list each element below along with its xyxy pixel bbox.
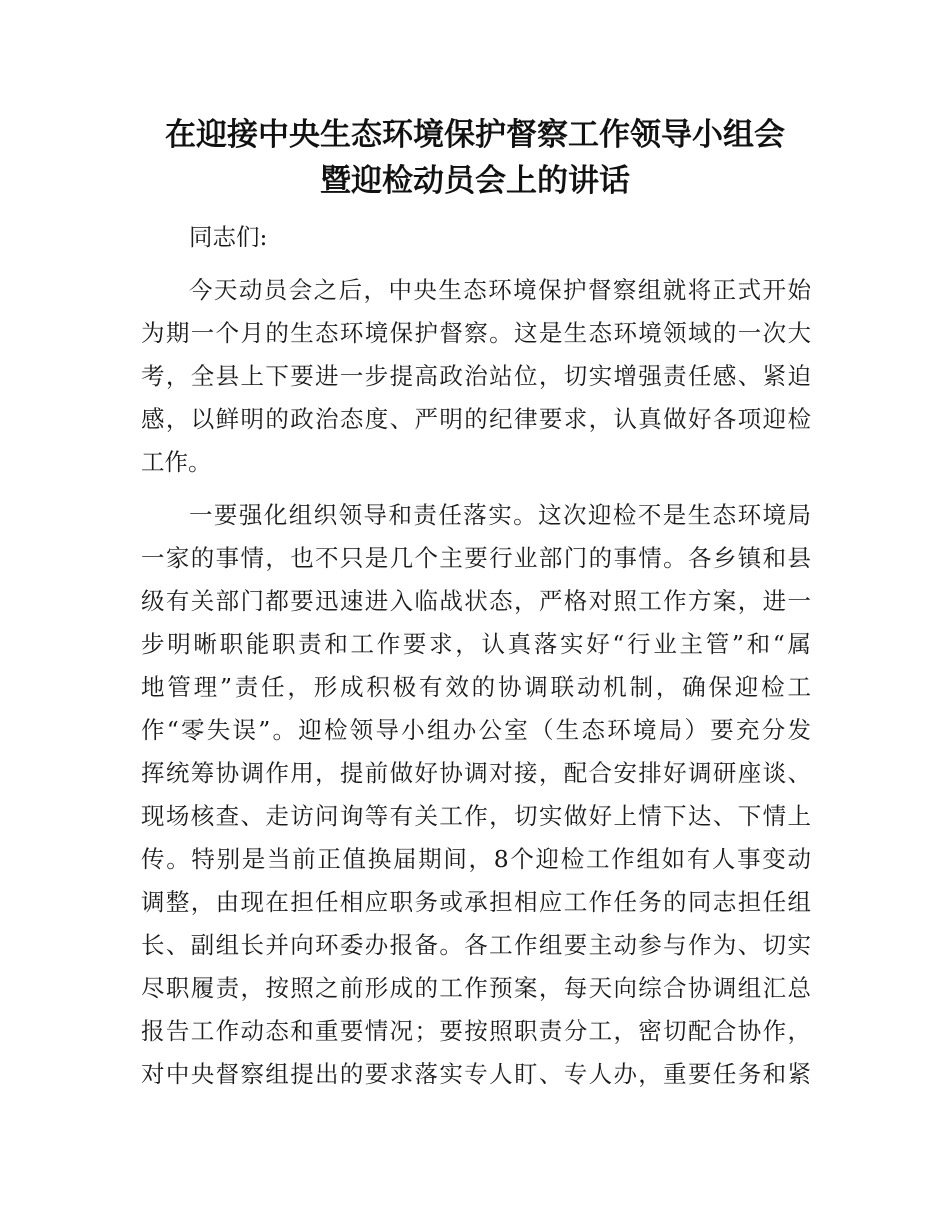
text-line: 为期一个月的生态环境保护督察。这是生态环境领域的一次大: [141, 319, 811, 347]
text-line: 现场核查、走访问询等有关工作，切实做好上情下达、下情上: [141, 802, 811, 830]
text-line: 今天动员会之后，中央生态环境保护督察组就将正式开始: [189, 276, 811, 304]
document-body: [141, 216, 811, 1096]
text-line: 一要强化组织领导和责任落实。这次迎检不是生态环境局: [189, 501, 811, 529]
text-line: 工作。: [141, 448, 212, 476]
title-line-2: 暨迎检动员会上的讲话: [320, 163, 630, 199]
text-line: 尽职履责，按照之前形成的工作预案，每天向综合协调组汇总: [141, 974, 811, 1002]
text-line: 感，以鲜明的政治态度、严明的纪律要求，认真做好各项迎检: [141, 405, 811, 433]
document-title: [140, 112, 810, 204]
title-line-1: 在迎接中央生态环境保护督察工作领导小组会: [165, 117, 785, 153]
text-line: 传。特别是当前正值换届期间，8个迎检工作组如有人事变动: [141, 845, 811, 873]
salutation: 同志们:: [189, 223, 268, 251]
text-line: 长、副组长并向环委办报备。各工作组要主动参与作为、切实: [141, 931, 811, 959]
text-line: 地管理”责任，形成积极有效的协调联动机制，确保迎检工: [141, 673, 811, 701]
text-line: 对中央督察组提出的要求落实专人盯、专人办，重要任务和紧: [141, 1060, 811, 1088]
text-line: 作“零失误”。迎检领导小组办公室（生态环境局）要充分发: [141, 716, 811, 744]
text-line: 步明晰职能职责和工作要求，认真落实好“行业主管”和“属: [141, 630, 811, 658]
text-line: 考，全县上下要进一步提高政治站位，切实增强责任感、紧迫: [141, 362, 811, 390]
text-line: 挥统筹协调作用，提前做好协调对接，配合安排好调研座谈、: [141, 759, 811, 787]
text-line: 一家的事情，也不只是几个主要行业部门的事情。各乡镇和县: [141, 544, 811, 572]
paragraph-1: [141, 269, 811, 484]
paragraph-2: [141, 494, 811, 1096]
text-line: 级有关部门都要迅速进入临战状态，严格对照工作方案，进一: [141, 587, 811, 615]
text-line: 报告工作动态和重要情况；要按照职责分工，密切配合协作，: [141, 1017, 811, 1045]
text-line: 调整，由现在担任相应职务或承担相应工作任务的同志担任组: [141, 888, 811, 916]
